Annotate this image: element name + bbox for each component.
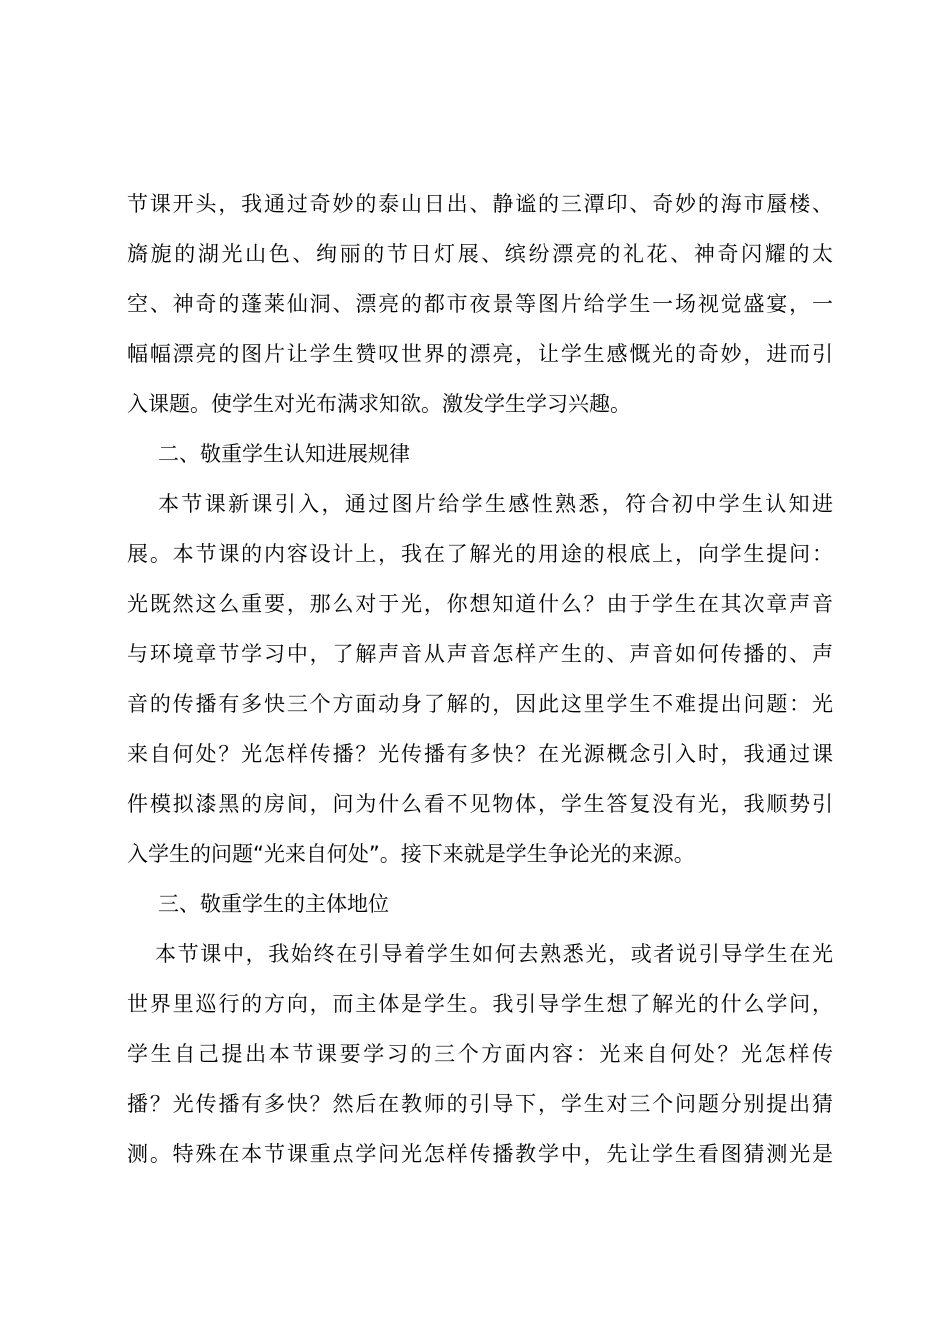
paragraph-1-line-2: 旖旎的湖光山色、绚丽的节日灯展、缤纷漂亮的礼花、神奇闪耀的太 [127, 242, 833, 266]
paragraph-2-line-2: 展。本节课的内容设计上，我在了解光的用途的根底上，向学生提问： [127, 542, 833, 566]
paragraph-2-line-3: 光既然这么重要，那么对于光，你想知道什么？由于学生在其次章声音 [127, 592, 833, 616]
paragraph-2-line-5: 音的传播有多快三个方面动身了解的，因此这里学生不难提出问题：光 [127, 692, 833, 716]
paragraph-2-line-4: 与环境章节学习中，了解声音从声音怎样产生的、声音如何传播的、声 [127, 642, 833, 666]
paragraph-2-line-1: 本节课新课引入，通过图片给学生感性熟悉，符合初中学生认知进 [158, 492, 833, 516]
paragraph-1-line-5: 入课题。使学生对光布满求知欲。激发学生学习兴趣。 [127, 392, 631, 416]
section-heading-2: 二、敬重学生认知进展规律 [158, 442, 410, 466]
paragraph-3-line-2: 世界里巡行的方向，而主体是学生。我引导学生想了解光的什么学问， [127, 992, 833, 1016]
paragraph-1-line-3: 空、神奇的蓬莱仙洞、漂亮的都市夜景等图片给学生一场视觉盛宴，一 [127, 292, 833, 316]
paragraph-2-line-6: 来自何处？光怎样传播？光传播有多快？在光源概念引入时，我通过课 [127, 742, 833, 766]
paragraph-3-line-1: 本节课中，我始终在引导着学生如何去熟悉光，或者说引导学生在光 [155, 942, 833, 966]
paragraph-1-line-1: 节课开头，我通过奇妙的泰山日出、静谧的三潭印、奇妙的海市蜃楼、 [127, 192, 833, 216]
section-heading-3: 三、敬重学生的主体地位 [158, 892, 389, 916]
paragraph-2-line-7: 件模拟漆黑的房间，问为什么看不见物体，学生答复没有光，我顺势引 [127, 792, 833, 816]
paragraph-2-line-8: 入学生的问题“光来自何处”。接下来就是学生争论光的来源。 [127, 842, 695, 866]
paragraph-3-line-3: 学生自己提出本节课要学习的三个方面内容：光来自何处？光怎样传 [127, 1042, 833, 1066]
paragraph-3-line-5: 测。特殊在本节课重点学问光怎样传播教学中，先让学生看图猜测光是 [127, 1142, 833, 1166]
paragraph-3-line-4: 播？光传播有多快？然后在教师的引导下，学生对三个问题分别提出猜 [127, 1092, 833, 1116]
paragraph-1-line-4: 幅幅漂亮的图片让学生赞叹世界的漂亮，让学生感慨光的奇妙，进而引 [127, 342, 833, 366]
